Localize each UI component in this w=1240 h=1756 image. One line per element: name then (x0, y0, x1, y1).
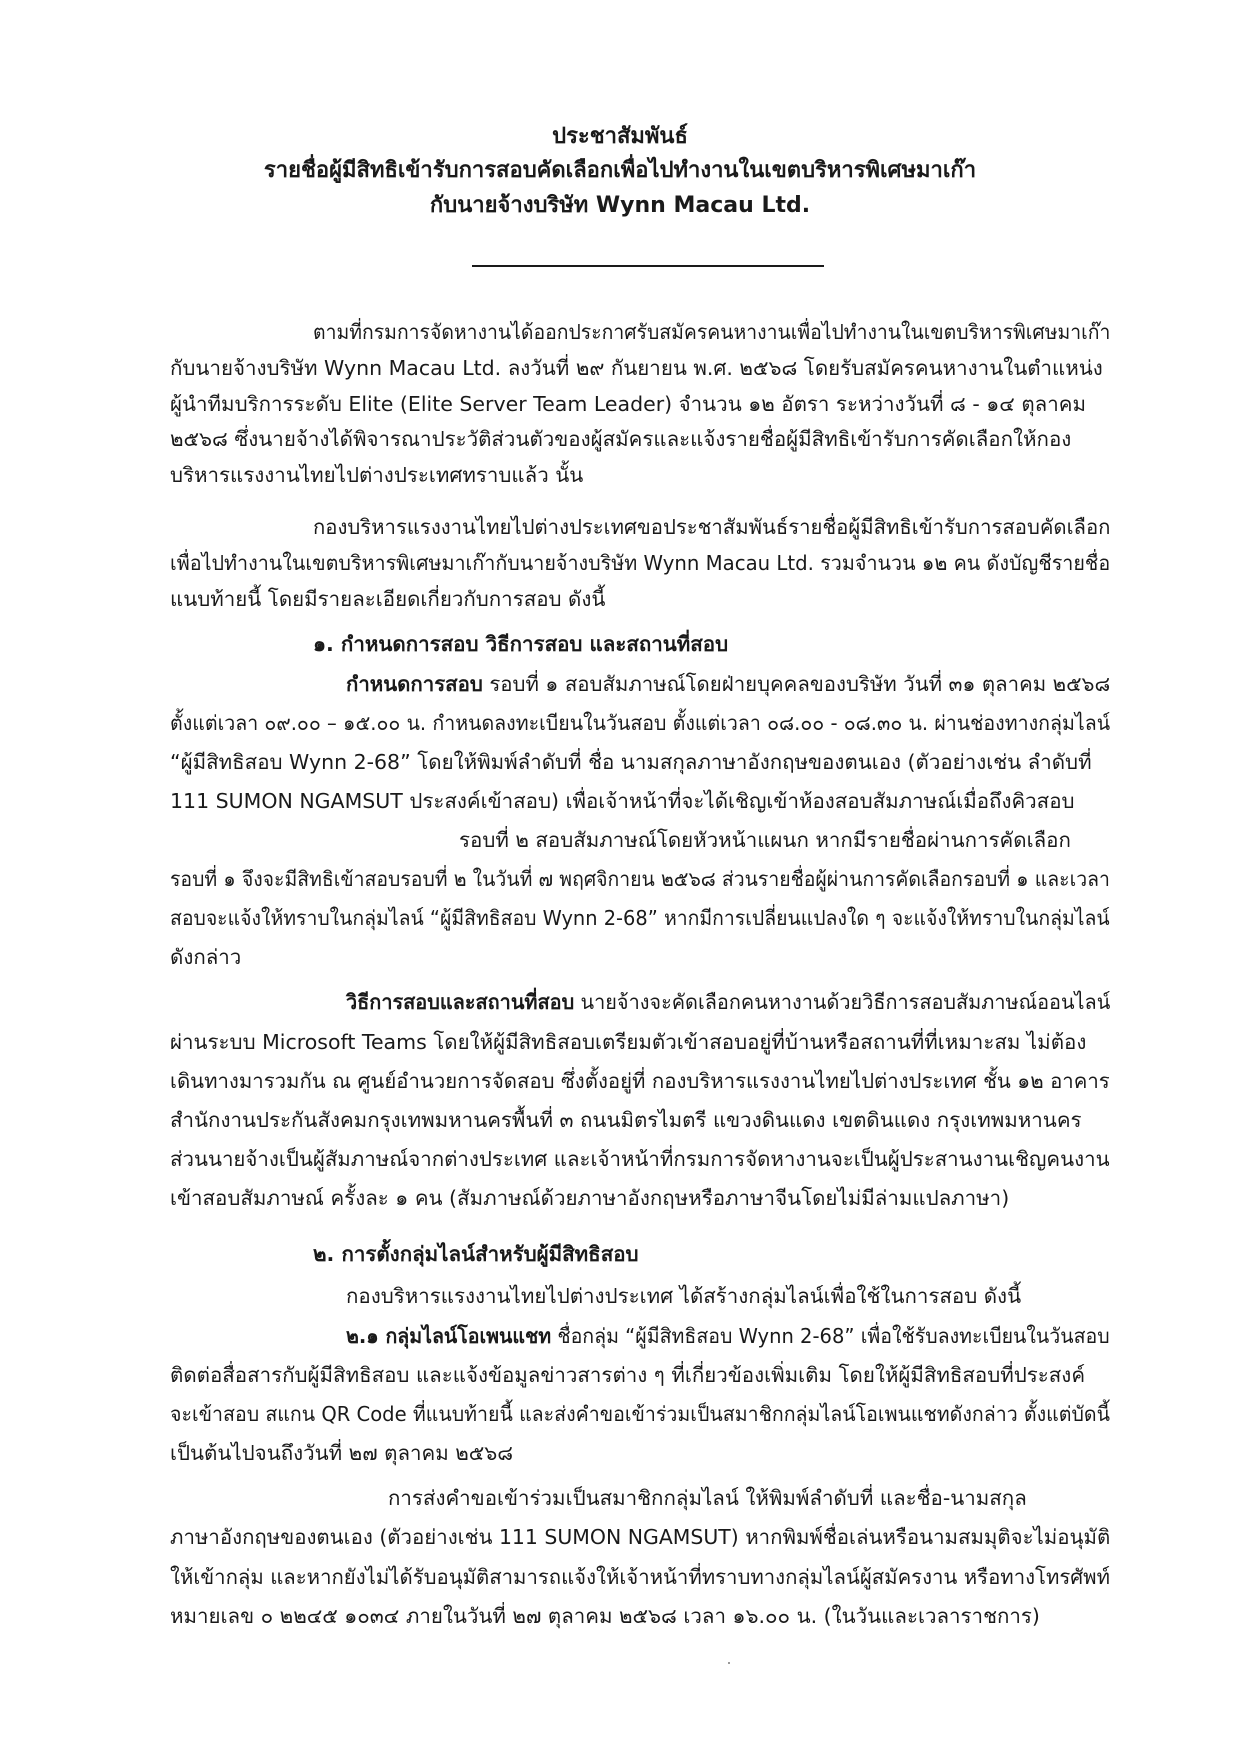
doc-heading-1: ประชาสัมพันธ์ (552, 124, 688, 149)
method-line: เดินทางมารวมกัน ณ ศูนย์อำนวยการจัดสอบ ซึ่งตั้งอยู่ที่ กองบริหารแรงงานไทยไปต่างประเทศ ชั้น ๑๒ อาคาร (170, 1069, 1110, 1093)
schedule-label: กำหนดการสอบ (346, 672, 483, 696)
para2-line: กองบริหารแรงงานไทยไปต่างประเทศขอประชาสัมพันธ์รายชื่อผู้มีสิทธิเข้ารับการสอบคัดเลือก (313, 515, 1111, 539)
method-text: นายจ้างจะคัดเลือกคนหางานด้วยวิธีการสอบสัมภาษณ์ออนไลน์ (574, 990, 1111, 1014)
para2-line: แนบท้ายนี้ โดยมีรายละเอียดเกี่ยวกับการสอบ ดังนี้ (170, 587, 606, 611)
section2-heading: ๒. การตั้งกลุ่มไลน์สำหรับผู้มีสิทธิสอบ (313, 1242, 639, 1266)
method-line: ส่วนนายจ้างเป็นผู้สัมภาษณ์จากต่างประเทศ และเจ้าหน้าที่กรมการจัดหางานจะเป็นผู้ประสานงานเชิญคนงาน (170, 1147, 1110, 1171)
sub-text: ชื่อกลุ่ม “ผู้มีสิทธิสอบ Wynn 2-68” เพื่อใช้รับลงทะเบียนในวันสอบ (551, 1324, 1110, 1348)
method-line-1 (346, 988, 1110, 1016)
sub-line: ให้เข้ากลุ่ม และหากยังไม่ได้รับอนุมัติสามารถแจ้งให้เจ้าหน้าที่ทราบทางกลุ่มไลน์ผู้สมัครงาน หรือทางโทรศัพท์ (170, 1565, 1110, 1589)
para1-line: ตามที่กรมการจัดหางานได้ออกประกาศรับสมัครคนหางานเพื่อไปทำงานในเขตบริหารพิเศษมาเก๊า (313, 320, 1111, 344)
doc-heading-2: รายชื่อผู้มีสิทธิเข้ารับการสอบคัดเลือกเพื่อไปทำงานในเขตบริหารพิเศษมาเก๊า (263, 158, 977, 183)
method-label: วิธีการสอบและสถานที่สอบ (346, 990, 575, 1014)
para1-line: ผู้นำทีมบริการระดับ Elite (Elite Server Team Leader) จำนวน ๑๒ อัตรา ระหว่างวันที่ ๘ - ๑๔ ตุลาคม (170, 392, 1086, 416)
scan-speck (728, 1662, 730, 1664)
sub-line: หมายเลข ๐ ๒๒๔๕ ๑๐๓๔ ภายในวันที่ ๒๗ ตุลาคม ๒๕๖๘ เวลา ๑๖.๐๐ น. (ในวันและเวลาราชการ) (170, 1604, 1040, 1628)
section2-intro: กองบริหารแรงงานไทยไปต่างประเทศ ได้สร้างกลุ่มไลน์เพื่อใช้ในการสอบ ดังนี้ (346, 1284, 1022, 1308)
heading-divider (472, 265, 824, 267)
schedule-line: ตั้งแต่เวลา ๐๙.๐๐ – ๑๕.๐๐ น. กำหนดลงทะเบียนในวันสอบ ตั้งแต่เวลา ๐๘.๐๐ - ๐๘.๓๐ น. ผ่านช่องทางกลุ่มไลน์ (170, 711, 1111, 735)
doc-heading-3: กับนายจ้างบริษัท Wynn Macau Ltd. (429, 193, 811, 218)
section1-heading: ๑. กำหนดการสอบ วิธีการสอบ และสถานที่สอบ (313, 632, 729, 656)
method-line: สำนักงานประกันสังคมกรุงเทพมหานครพื้นที่ ๓ ถนนมิตรไมตรี แขวงดินแดง เขตดินแดง กรุงเทพมหานคร (170, 1108, 1082, 1132)
sub-line-1 (346, 1322, 1110, 1350)
schedule-line: “ผู้มีสิทธิสอบ Wynn 2-68” โดยให้พิมพ์ลำดับที่ ชื่อ นามสกุลภาษาอังกฤษของตนเอง (ตัวอย่างเช่น ลำดับที่ (170, 750, 1092, 774)
sub-line: ติดต่อสื่อสารกับผู้มีสิทธิสอบ และแจ้งข้อมูลข่าวสารต่าง ๆ ที่เกี่ยวข้องเพิ่มเติม โดยให้ผู้มีสิทธิสอบที่ประสงค์ (170, 1363, 1086, 1387)
para1-line: กับนายจ้างบริษัท Wynn Macau Ltd. ลงวันที่ ๒๙ กันยายน พ.ศ. ๒๕๖๘ โดยรับสมัครคนหางานในตำแหน่ง (170, 356, 1103, 380)
sub-line: การส่งคำขอเข้าร่วมเป็นสมาชิกกลุ่มไลน์ ให้พิมพ์ลำดับที่ และชื่อ-นามสกุล (388, 1486, 1027, 1510)
para1-line: ๒๕๖๘ ซึ่งนายจ้างได้พิจารณาประวัติส่วนตัวของผู้สมัครและแจ้งรายชื่อผู้มีสิทธิเข้ารับการคัดเลือกให้กอง (170, 427, 1072, 451)
para2-line: เพื่อไปทำงานในเขตบริหารพิเศษมาเก๊ากับนายจ้างบริษัท Wynn Macau Ltd. รวมจำนวน ๑๒ คน ดังบัญชีรายชื่อ (170, 551, 1111, 575)
method-line: ผ่านระบบ Microsoft Teams โดยให้ผู้มีสิทธิสอบเตรียมตัวเข้าสอบอยู่ที่บ้านหรือสถานที่ที่เหมาะสม ไม่ต้อง (170, 1030, 1087, 1054)
schedule-line: รอบที่ ๑ จึงจะมีสิทธิเข้าสอบรอบที่ ๒ ในวันที่ ๗ พฤศจิกายน ๒๕๖๘ ส่วนรายชื่อผู้ผ่านการคัดเลือกรอบที่ ๑ และเวลา (170, 867, 1110, 891)
schedule-line: สอบจะแจ้งให้ทราบในกลุ่มไลน์ “ผู้มีสิทธิสอบ Wynn 2-68” หากมีการเปลี่ยนแปลงใด ๆ จะแจ้งให้ทราบในกลุ่มไลน์ (170, 906, 1110, 930)
schedule-line: ดังกล่าว (170, 945, 242, 969)
schedule-line: รอบที่ ๒ สอบสัมภาษณ์โดยหัวหน้าแผนก หากมีรายชื่อผ่านการคัดเลือก (459, 828, 1071, 852)
sub-line: จะเข้าสอบ สแกน QR Code ที่แนบท้ายนี้ และส่งคำขอเข้าร่วมเป็นสมาชิกกลุ่มไลน์โอเพนแชทดังกล่าว ตั้งแต่บัดนี้ (170, 1402, 1111, 1426)
method-line: เข้าสอบสัมภาษณ์ ครั้งละ ๑ คน (สัมภาษณ์ด้วยภาษาอังกฤษหรือภาษาจีนโดยไม่มีล่ามแปลภาษา) (170, 1186, 1010, 1210)
sub-label: ๒.๑ กลุ่มไลน์โอเพนแชท (346, 1324, 552, 1348)
schedule-text: รอบที่ ๑ สอบสัมภาษณ์โดยฝ่ายบุคคลของบริษัท วันที่ ๓๑ ตุลาคม ๒๕๖๘ (482, 672, 1111, 696)
para1-line: บริหารแรงงานไทยไปต่างประเทศทราบแล้ว นั้น (170, 463, 584, 487)
schedule-line-1 (346, 670, 1110, 698)
sub-line: ภาษาอังกฤษของตนเอง (ตัวอย่างเช่น 111 SUMON NGAMSUT) หากพิมพ์ชื่อเล่นหรือนามสมมุติจะไม่อนุมัติ (170, 1525, 1111, 1549)
schedule-line: 111 SUMON NGAMSUT ประสงค์เข้าสอบ) เพื่อเจ้าหน้าที่จะได้เชิญเข้าห้องสอบสัมภาษณ์เมื่อถึงคิวสอบ (170, 789, 1075, 813)
sub-line: เป็นต้นไปจนถึงวันที่ ๒๗ ตุลาคม ๒๕๖๘ (170, 1441, 514, 1465)
